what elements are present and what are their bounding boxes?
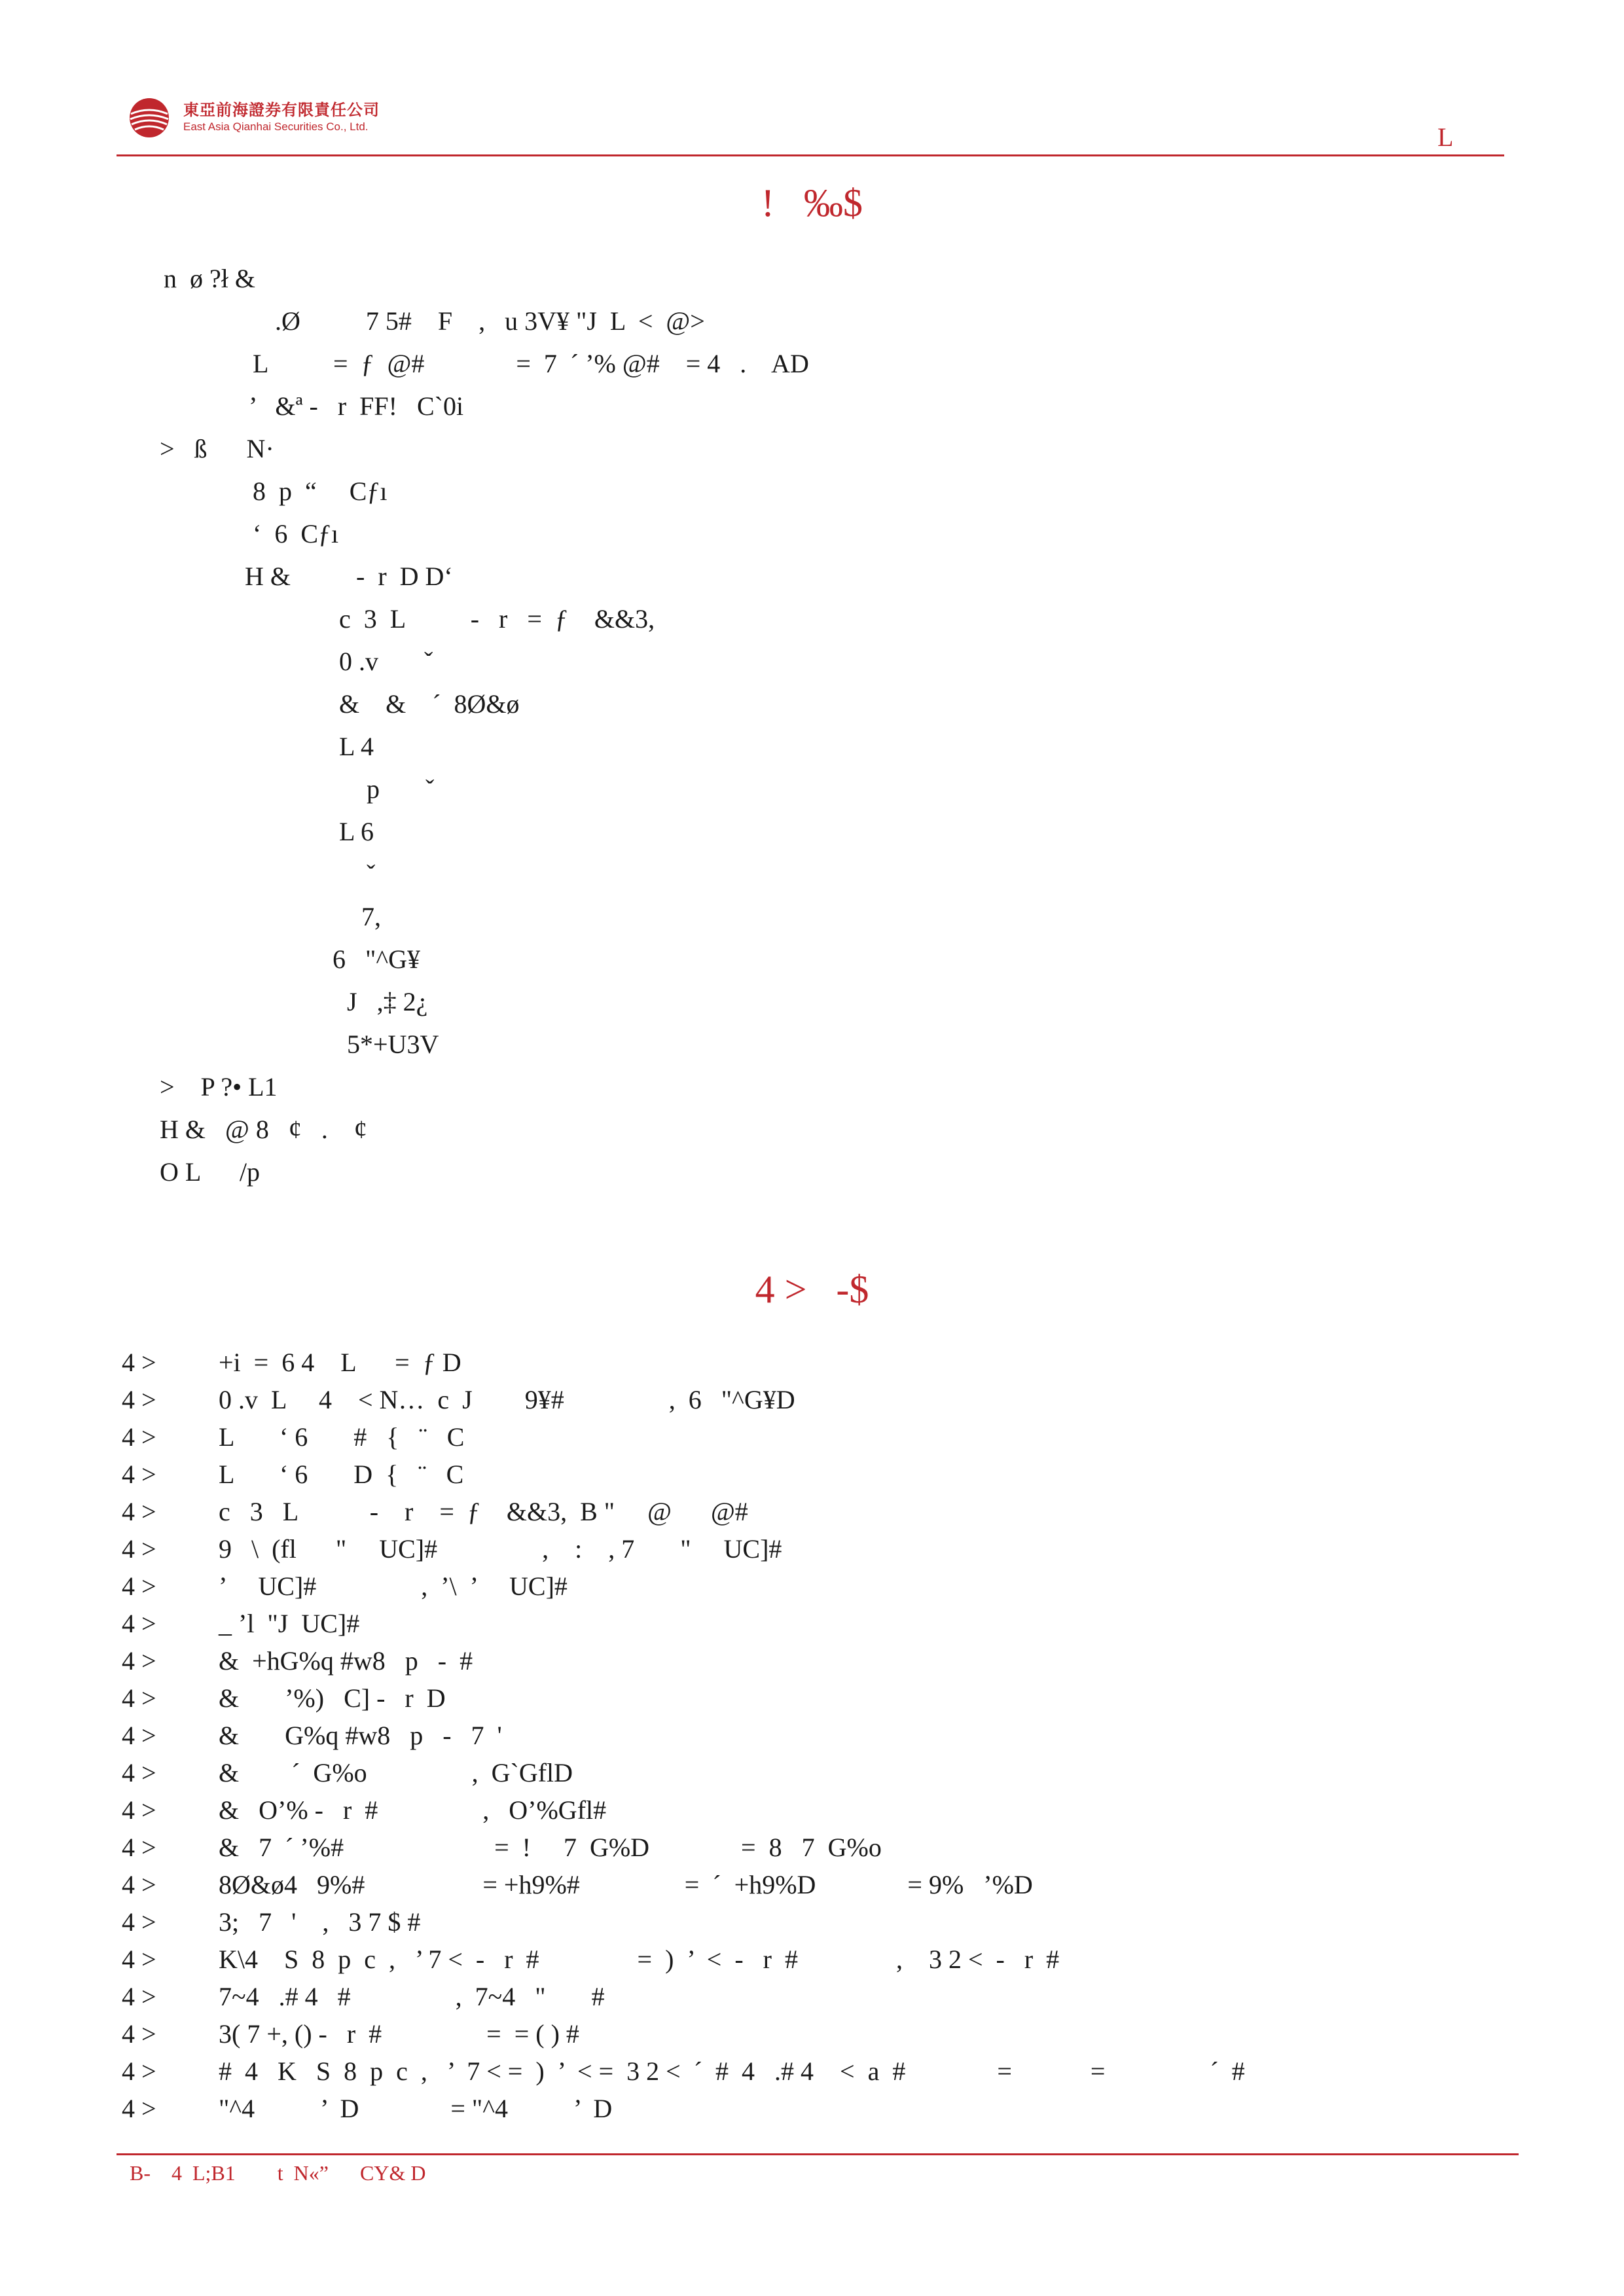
figure-label: 4 >: [122, 1422, 156, 1452]
figure-text: +i = 6 4 L = ƒ D: [219, 1348, 461, 1377]
toc-entry[interactable]: & & ´ 8Ø&ø: [339, 689, 520, 719]
figure-label: 4 >: [122, 1460, 156, 1489]
figure-label: 4 >: [122, 1945, 156, 1974]
figure-entry[interactable]: [122, 1832, 882, 1863]
figure-entry[interactable]: [122, 2056, 1245, 2087]
figure-label: 4 >: [122, 1907, 156, 1937]
toc-entry[interactable]: p ˇ: [367, 774, 435, 804]
toc-entry[interactable]: O L /p: [160, 1157, 260, 1187]
toc-entry[interactable]: 0 .v ˇ: [339, 647, 433, 676]
figure-text: & ’%) C] - r D: [219, 1683, 446, 1713]
brand-name-en: East Asia Qianhai Securities Co., Ltd.: [183, 120, 369, 133]
figure-entry[interactable]: [122, 2093, 612, 2125]
figure-label: 4 >: [122, 1385, 156, 1414]
toc-entry[interactable]: .Ø 7 5# F , u 3V¥ "J L < @>: [275, 306, 705, 336]
figure-text: L ‘ 6 D { ¨ C: [219, 1460, 464, 1489]
figure-entry[interactable]: [122, 1571, 568, 1602]
figure-label: 4 >: [122, 1982, 156, 2011]
figure-label: 4 >: [122, 1571, 156, 1601]
figure-text: "^4 ’ D = "^4 ’ D: [219, 2094, 613, 2123]
figure-entry[interactable]: [122, 1608, 359, 1640]
toc-entry[interactable]: J ,‡ 2¿: [347, 987, 428, 1016]
figure-label: 4 >: [122, 1348, 156, 1377]
figure-entry[interactable]: [122, 1720, 502, 1751]
toc-entry[interactable]: L 4: [339, 732, 374, 761]
figure-text: & O’% - r # , O’%Gfl#: [219, 1795, 607, 1825]
header-tag: L: [1437, 122, 1454, 152]
figure-label: 4 >: [122, 2019, 156, 2049]
figure-entry[interactable]: [122, 1496, 748, 1528]
toc-entry[interactable]: ’ &ª - r FF! C`0i: [249, 391, 464, 421]
figure-label: 4 >: [122, 1833, 156, 1862]
figure-text: & ´ G%o , G`GflD: [219, 1758, 573, 1787]
figure-entry[interactable]: [122, 1944, 1059, 1975]
figure-text: & G%q #w8 p - 7 ': [219, 1721, 502, 1750]
figure-entry[interactable]: [122, 1459, 463, 1490]
figure-text: c 3 L - r = ƒ &&3, B " @ @#: [219, 1497, 748, 1526]
figure-label: 4 >: [122, 1609, 156, 1638]
footer-divider: [117, 2153, 1519, 2155]
figure-label: 4 >: [122, 2056, 156, 2086]
figure-label: 4 >: [122, 1683, 156, 1713]
toc-entry[interactable]: H & - r D D‘: [245, 562, 453, 591]
footer-disclaimer: B- 4 L;B1 t N«” CY& D: [130, 2161, 426, 2185]
header-divider: [117, 154, 1504, 156]
figure-text: 3( 7 +, () - r # = = ( ) #: [219, 2019, 579, 2049]
figure-label: 4 >: [122, 1870, 156, 1899]
figure-entry[interactable]: [122, 1869, 1033, 1901]
figure-text: 8Ø&ø4 9%# = +h9%# = ´ +h9%D = 9% ’%D: [219, 1870, 1033, 1899]
figure-entry[interactable]: [122, 2018, 579, 2050]
figure-entry[interactable]: [122, 1422, 464, 1453]
figure-label: 4 >: [122, 1497, 156, 1526]
toc-entry[interactable]: c 3 L - r = ƒ &&3,: [339, 604, 655, 634]
figure-entry[interactable]: [122, 1981, 605, 2013]
figure-label: 4 >: [122, 2094, 156, 2123]
figures-title: 4 > -$: [755, 1268, 869, 1311]
toc-entry[interactable]: 5*+U3V: [347, 1030, 439, 1059]
toc-entry[interactable]: ‘ 6 Cƒı: [253, 519, 339, 548]
figure-text: 7~4 .# 4 # , 7~4 " #: [219, 1982, 605, 2011]
figure-label: 4 >: [122, 1758, 156, 1787]
figure-label: 4 >: [122, 1721, 156, 1750]
toc-entry[interactable]: L = ƒ @# = 7 ´ ’% @# = 4 . AD: [253, 349, 809, 378]
toc-entry[interactable]: H & @ 8 ¢ . ¢: [160, 1115, 367, 1144]
figure-entry[interactable]: [122, 1683, 446, 1714]
toc-entry[interactable]: 6 "^G¥: [333, 944, 420, 974]
figure-label: 4 >: [122, 1646, 156, 1676]
figure-text: K\4 S 8 p c , ’ 7 < - r # = ) ’ < - r # , 3 2 < - r #: [219, 1945, 1060, 1974]
contents-title: ! ‰$: [761, 181, 863, 224]
figure-entry[interactable]: [122, 1795, 606, 1826]
figure-text: ’ UC]# , ’\ ’ UC]#: [219, 1571, 568, 1601]
figure-label: 4 >: [122, 1795, 156, 1825]
company-logo: [126, 94, 173, 141]
figure-entry[interactable]: [122, 1347, 461, 1378]
figure-text: & 7 ´ ’%# = ! 7 G%D = 8 7 G%o: [219, 1833, 882, 1862]
figure-text: & +hG%q #w8 p - #: [219, 1646, 473, 1676]
figure-text: _ ’l "J UC]#: [219, 1609, 360, 1638]
figure-entry[interactable]: [122, 1534, 782, 1565]
figure-entry[interactable]: [122, 1757, 573, 1789]
figure-entry[interactable]: [122, 1907, 420, 1938]
toc-entry[interactable]: L 6: [339, 817, 374, 846]
figure-entry[interactable]: [122, 1645, 473, 1677]
toc-entry[interactable]: > ß N·: [160, 434, 274, 463]
toc-entry[interactable]: 7,: [361, 902, 381, 931]
figure-text: 9 \ (fl " UC]# , : , 7 " UC]#: [219, 1534, 782, 1564]
toc-entry[interactable]: > P ?• L1: [160, 1072, 278, 1102]
brand-name-cn: 東亞前海證券有限責任公司: [183, 101, 380, 119]
toc-entry[interactable]: n ø ?ł &: [164, 264, 255, 293]
figure-label: 4 >: [122, 1534, 156, 1564]
toc-entry[interactable]: ˇ: [367, 859, 376, 889]
toc-entry[interactable]: 8 p “ Cƒı: [253, 476, 388, 506]
figure-text: 3; 7 ' , 3 7 $ #: [219, 1907, 421, 1937]
figure-text: L ‘ 6 # { ¨ C: [219, 1422, 465, 1452]
figure-text: 0 .v L 4 < N… c J 9¥# , 6 "^G¥D: [219, 1385, 795, 1414]
figure-text: # 4 K S 8 p c , ’ 7 < = ) ’ < = 3 2 < ´ # 4 .# 4 < a # = = ´ #: [219, 2056, 1245, 2086]
figure-entry[interactable]: [122, 1384, 795, 1416]
